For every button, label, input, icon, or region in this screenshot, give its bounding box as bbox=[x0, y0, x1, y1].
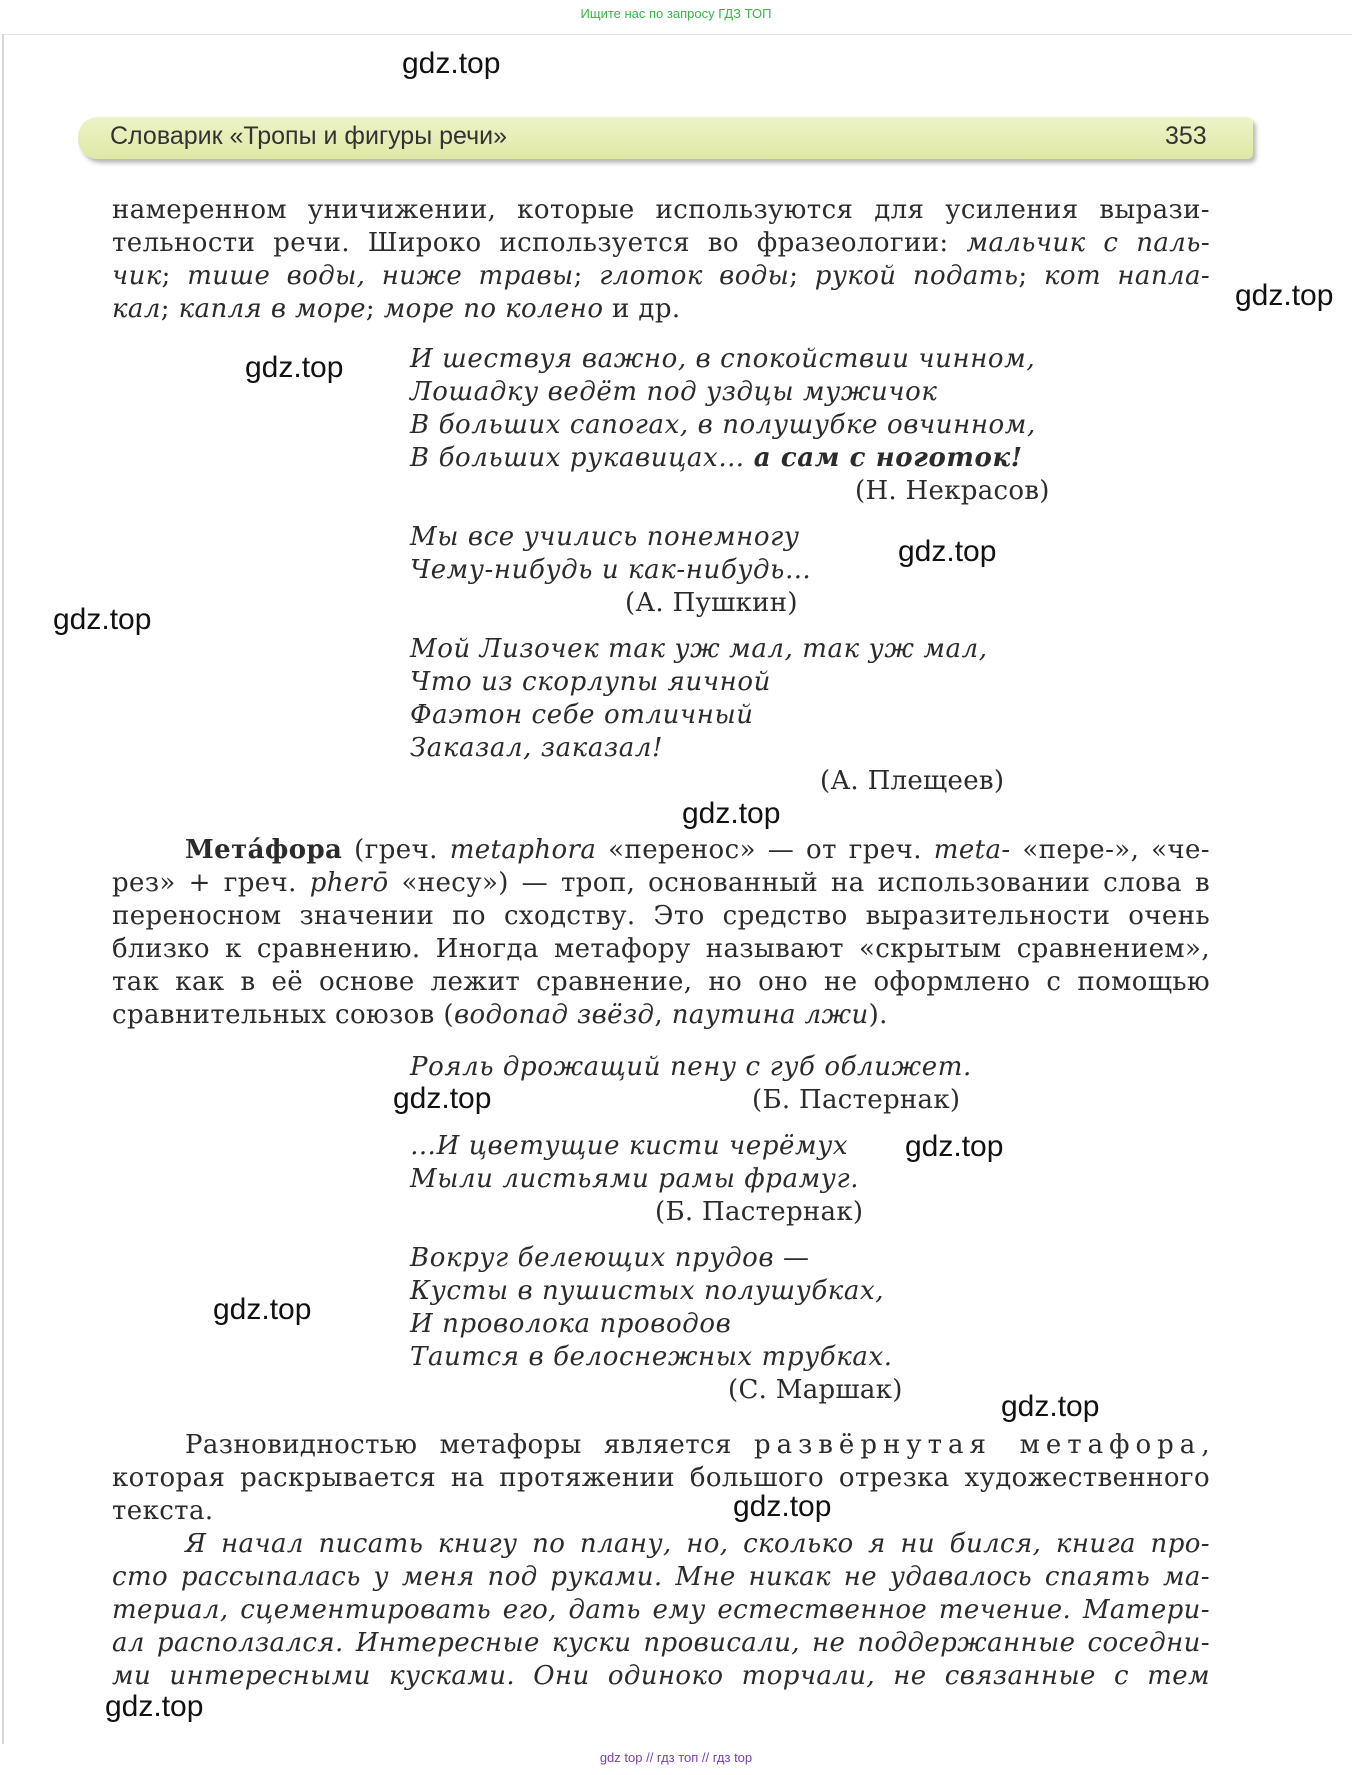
poem-citation: (С. Маршак) bbox=[728, 1375, 903, 1405]
text-line: переносном значении по сходству. Это средство выразительности очень bbox=[112, 901, 1210, 931]
text-span: и др. bbox=[603, 294, 681, 324]
text-span: (греч. bbox=[342, 835, 450, 865]
poem-line: И проволока проводов bbox=[410, 1309, 732, 1339]
quote-line: Я начал писать книгу по плану, но, сколько я ни бился, книга про- bbox=[185, 1529, 1210, 1559]
poem-citation: (Н. Некрасов) bbox=[855, 476, 1050, 506]
watermark: gdz.top bbox=[393, 1082, 492, 1115]
example-phrase: капля в море bbox=[178, 294, 366, 324]
example-phrase: тише воды, ниже травы bbox=[187, 261, 574, 291]
text-line: близко к сравнению. Иногда метафору называют «скрытым сравнением», bbox=[112, 934, 1210, 964]
poem-line: Заказал, заказал! bbox=[410, 733, 664, 763]
text-span: , bbox=[1201, 1430, 1210, 1460]
example-phrase: кал bbox=[112, 294, 161, 324]
watermark: gdz.top bbox=[402, 47, 501, 80]
poem-line: Мы все учились понемногу bbox=[410, 522, 800, 552]
poem-line: Лошадку ведёт под уздцы мужичок bbox=[410, 377, 938, 407]
example-phrase: глоток воды bbox=[599, 261, 790, 291]
example-phrase: мальчик с паль- bbox=[966, 228, 1210, 258]
page-number: 353 bbox=[1165, 122, 1207, 150]
text-line bbox=[112, 1429, 1210, 1462]
watermark: gdz.top bbox=[898, 535, 997, 568]
text-span: ; bbox=[161, 261, 188, 291]
text-span: ). bbox=[868, 1000, 888, 1030]
watermark: gdz.top bbox=[733, 1490, 832, 1523]
quote-line: сто рассыпалась у меня под руками. Мне никак не удавалось спаять ма- bbox=[112, 1562, 1210, 1592]
quote-line: ал расползался. Интересные куски провисали, не поддержанные соседни- bbox=[112, 1628, 1210, 1658]
text-line bbox=[112, 834, 1210, 867]
poem-citation: (Б. Пастернак) bbox=[655, 1197, 864, 1227]
text-span: «несу») — троп, основанный на использовании слова в bbox=[388, 868, 1210, 898]
poem-line bbox=[410, 442, 1023, 475]
watermark: gdz.top bbox=[905, 1130, 1004, 1163]
poem-line: Мой Лизочек так уж мал, так уж мал, bbox=[410, 634, 988, 664]
watermark: gdz.top bbox=[245, 351, 344, 384]
text-span: тельности речи. Широко используется во фразеологии: bbox=[112, 228, 967, 258]
poem-line: Чему-нибудь и как-нибудь… bbox=[410, 555, 812, 585]
poem-line: Мыли листьями рамы фрамуг. bbox=[410, 1164, 860, 1194]
example-phrase: рукой подать bbox=[814, 261, 1019, 291]
term-spaced: развёрнутая метафора bbox=[753, 1430, 1202, 1460]
foreign-word: pherō bbox=[309, 868, 389, 898]
example-phrase: кот напла- bbox=[1043, 261, 1211, 291]
text-line bbox=[112, 867, 1210, 900]
top-banner[interactable]: Ищите нас по запросу ГДЗ ТОП bbox=[580, 6, 772, 21]
poem-line: Рояль дрожащий пену с губ оближет. bbox=[410, 1052, 972, 1082]
text-span: , bbox=[654, 1000, 672, 1030]
watermark: gdz.top bbox=[1001, 1390, 1100, 1423]
text-span: «пере-», «че- bbox=[1010, 835, 1210, 865]
text-span: рез» + греч. bbox=[112, 868, 310, 898]
poem-line: Что из скорлупы яичной bbox=[410, 667, 771, 697]
text-span: ; bbox=[573, 261, 600, 291]
text-span: ; bbox=[160, 294, 179, 324]
poem-citation: (Б. Пастернак) bbox=[752, 1085, 961, 1115]
poem-span: В больших рукавицах… bbox=[410, 443, 754, 473]
text-line: текста. bbox=[112, 1496, 214, 1526]
text-span: Разновидностью метафоры является bbox=[185, 1430, 754, 1460]
quote-line: ми интересными кусками. Они одиноко торчали, не связанные с тем bbox=[112, 1661, 1210, 1691]
poem-citation: (А. Плещеев) bbox=[820, 766, 1005, 796]
highlighted-phrase: а сам с ноготок! bbox=[753, 443, 1023, 473]
watermark: gdz.top bbox=[213, 1293, 312, 1326]
text-line bbox=[112, 999, 1210, 1032]
poem-line: Таится в белоснежных трубках. bbox=[410, 1342, 893, 1372]
text-line: которая раскрывается на протяжении большого отрезка художественного bbox=[112, 1463, 1210, 1493]
example-phrase: паутина лжи bbox=[671, 1000, 869, 1030]
poem-line: В больших сапогах, в полушубке овчинном, bbox=[410, 410, 1036, 440]
text-line bbox=[112, 260, 1210, 293]
example-phrase: водопад звёзд bbox=[453, 1000, 655, 1030]
example-phrase: море по колено bbox=[383, 294, 604, 324]
footer-links[interactable]: gdz top // гдз топ // гдз top bbox=[599, 1750, 753, 1765]
foreign-word: metaphora bbox=[449, 835, 597, 865]
poem-line: И шествуя важно, в спокойствии чинном, bbox=[410, 344, 1036, 374]
text-line bbox=[112, 227, 1210, 260]
quote-line: териал, сцементировать его, дать ему естественное течение. Матери- bbox=[112, 1595, 1210, 1625]
text-span: ; bbox=[365, 294, 384, 324]
top-divider bbox=[2, 34, 1352, 35]
left-divider bbox=[2, 34, 4, 1744]
foreign-word: meta- bbox=[933, 835, 1011, 865]
text-span: сравнительных союзов ( bbox=[112, 1000, 454, 1030]
example-phrase: чик bbox=[112, 261, 162, 291]
poem-line: …И цветущие кисти черёмух bbox=[410, 1131, 849, 1161]
watermark: gdz.top bbox=[1235, 279, 1334, 312]
term-heading: Мета́фора bbox=[185, 835, 343, 865]
text-line: так как в её основе лежит сравнение, но оно не оформлено с помощью bbox=[112, 967, 1210, 997]
watermark: gdz.top bbox=[53, 603, 152, 636]
text-span: ; bbox=[789, 261, 815, 291]
poem-line: Кусты в пушистых полушубках, bbox=[410, 1276, 885, 1306]
text-line: намеренном уничижении, которые используются для усиления вырази- bbox=[112, 195, 1210, 225]
watermark: gdz.top bbox=[682, 797, 781, 830]
poem-citation: (А. Пушкин) bbox=[625, 588, 798, 618]
poem-line: Вокруг белеющих прудов — bbox=[410, 1243, 810, 1273]
text-line bbox=[112, 293, 1210, 326]
text-span: ; bbox=[1018, 261, 1044, 291]
poem-line: Фаэтон себе отличный bbox=[410, 700, 754, 730]
text-span: «перенос» — от греч. bbox=[596, 835, 934, 865]
watermark: gdz.top bbox=[105, 1690, 204, 1723]
section-title: Словарик «Тропы и фигуры речи» bbox=[110, 122, 507, 150]
